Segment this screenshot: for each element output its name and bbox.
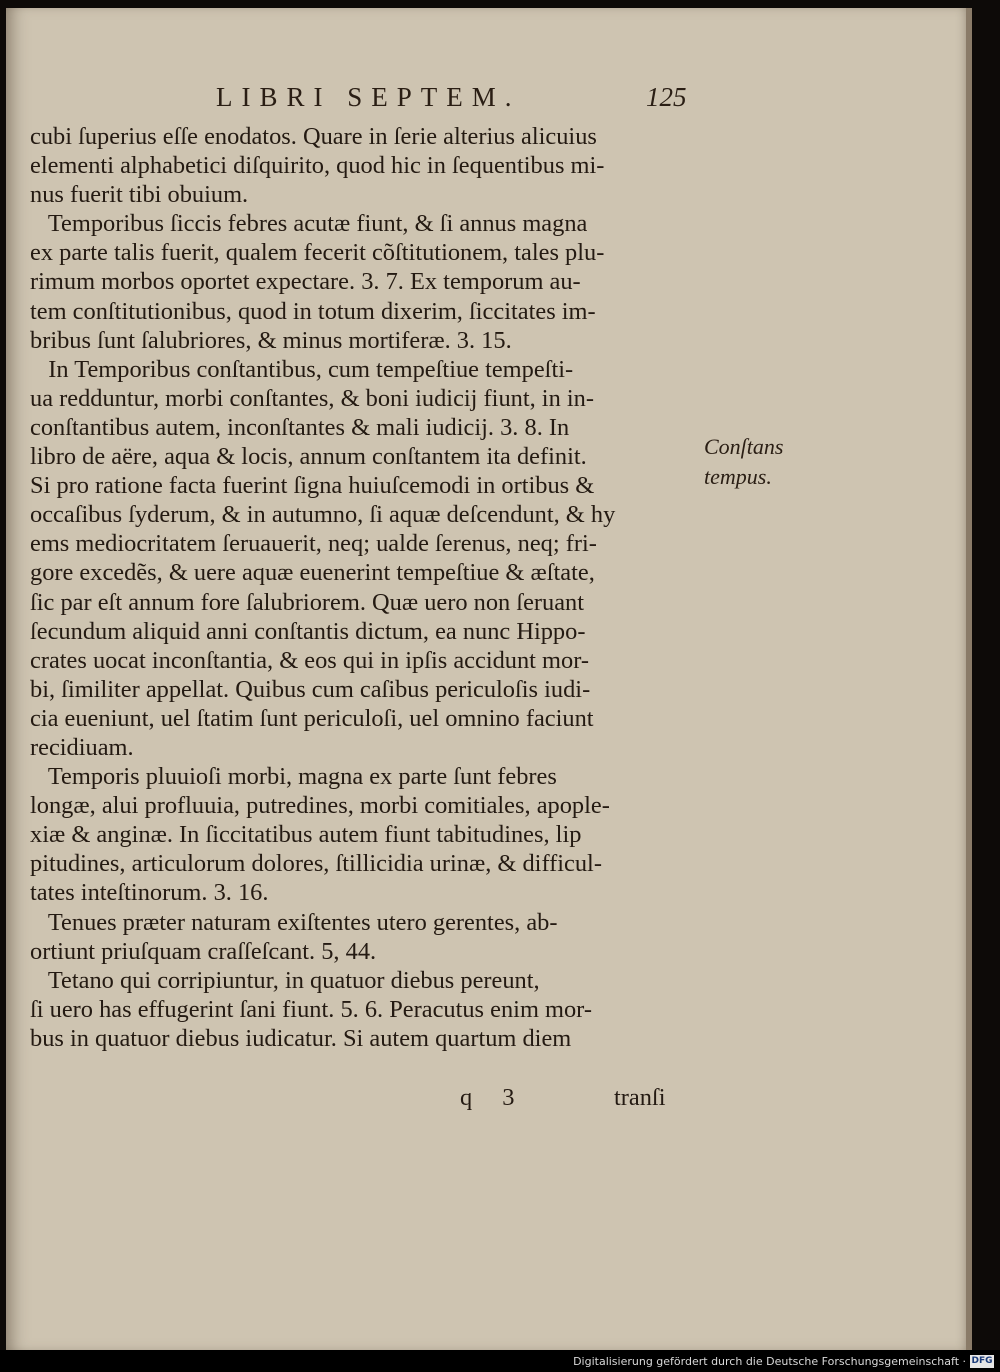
text-line: recidiuam. — [30, 733, 134, 761]
text-line: bribus ſunt ſalubriores, & minus mortiferæ. 3. 15. — [30, 326, 512, 354]
text-line: rimum morbos oportet expectare. 3. 7. Ex temporum au- — [30, 268, 581, 296]
text-line: xiæ & anginæ. In ſiccitatibus autem fiunt tabitudines, lip — [30, 821, 582, 849]
text-line: Si pro ratione facta fuerint ſigna huiuſcemodi in ortibus & — [30, 472, 595, 500]
marginal-note-line: tempus. — [704, 464, 772, 489]
text-line: ortiunt priuſquam craſſeſcant. 5, 44. — [30, 937, 377, 965]
text-line: ua redduntur, morbi conſtantes, & boni iudicij fiunt, in in- — [30, 384, 594, 412]
text-line: Tetano qui corripiuntur, in quatuor diebus pereunt, — [30, 966, 540, 994]
text-line: cubi ſuperius eſſe enodatos. Quare in ſerie alterius alicuius — [30, 123, 597, 150]
text-line: conſtantibus autem, inconſtantes & mali iudicij. 3. 8. In — [30, 413, 570, 441]
text-line: gore excedẽs, & uere aquæ euenerint tempeſtiue & æſtate, — [30, 559, 595, 587]
credit-text: Digitalisierung gefördert durch die Deutsche Forschungsgemeinschaft · — [573, 1355, 966, 1368]
text-line: In Temporibus conſtantibus, cum tempeſtiue tempeſti- — [30, 355, 574, 383]
dfg-logo: DFG — [971, 1356, 993, 1366]
text-line: occaſibus ſyderum, & in autumno, ſi aquæ deſcendunt, & hy — [30, 501, 616, 529]
text-line: bus in quatuor diebus iudicatur. Si autem quartum diem — [30, 1024, 572, 1052]
text-line: elementi alphabetici diſquirito, quod hic in ſequentibus mi- — [30, 152, 605, 180]
text-line: ems mediocritatem ſeruauerit, neq; ualde ſerenus, neq; fri- — [30, 530, 597, 558]
text-line: libro de aëre, aqua & locis, annum conſtantem ita definit. — [30, 443, 587, 471]
page-number: 125 — [646, 82, 687, 112]
page-edge — [966, 8, 972, 1350]
text-line: ſi uero has effugerint ſani fiunt. 5. 6. Peracutus enim mor- — [30, 995, 592, 1023]
text-line: tem conſtitutionibus, quod in totum dixerim, ſiccitates im- — [30, 297, 596, 325]
text-line: cia eueniunt, uel ſtatim ſunt periculoſi, uel omnino faciunt — [30, 704, 594, 732]
text-line: tates inteſtinorum. 3. 16. — [30, 879, 269, 907]
catchword: tranſi — [614, 1084, 666, 1111]
text-line: pitudines, articulorum dolores, ſtillicidia urinæ, & difficul- — [30, 850, 602, 878]
text-line: Temporibus ſiccis febres acutæ fiunt, & ſi annus magna — [30, 210, 588, 238]
book-page — [6, 8, 966, 1350]
text-line: crates uocat inconſtantia, & eos qui in ipſis accidunt mor- — [30, 646, 589, 674]
text-line: ſic par eſt annum fore ſalubriorem. Quæ uero non ſeruant — [30, 588, 585, 616]
text-line: nus fuerit tibi obuium. — [30, 181, 249, 209]
text-line: Tenues præter naturam exiſtentes utero gerentes, ab- — [30, 908, 558, 936]
running-head: LIBRI SEPTEM. — [216, 82, 521, 112]
body-text — [30, 122, 686, 1053]
text-line: ex parte talis fuerit, qualem fecerit cõſtitutionem, tales plu- — [30, 239, 605, 267]
page-header — [6, 82, 966, 122]
text-line: bi, ſimiliter appellat. Quibus cum caſibus periculoſis iudi- — [30, 675, 591, 703]
signature-mark: q 3 — [460, 1084, 527, 1111]
marginal-note — [704, 432, 783, 492]
credit-bar — [0, 1350, 1000, 1372]
text-line: Temporis pluuioſi morbi, magna ex parte ſunt febres — [30, 763, 557, 791]
text-line: longæ, alui profluuia, putredines, morbi comitiales, apople- — [30, 792, 610, 820]
page-footer — [30, 1084, 686, 1114]
text-line: ſecundum aliquid anni conſtantis dictum, ea nunc Hippo- — [30, 617, 586, 645]
marginal-note-line: Conſtans — [704, 434, 784, 459]
